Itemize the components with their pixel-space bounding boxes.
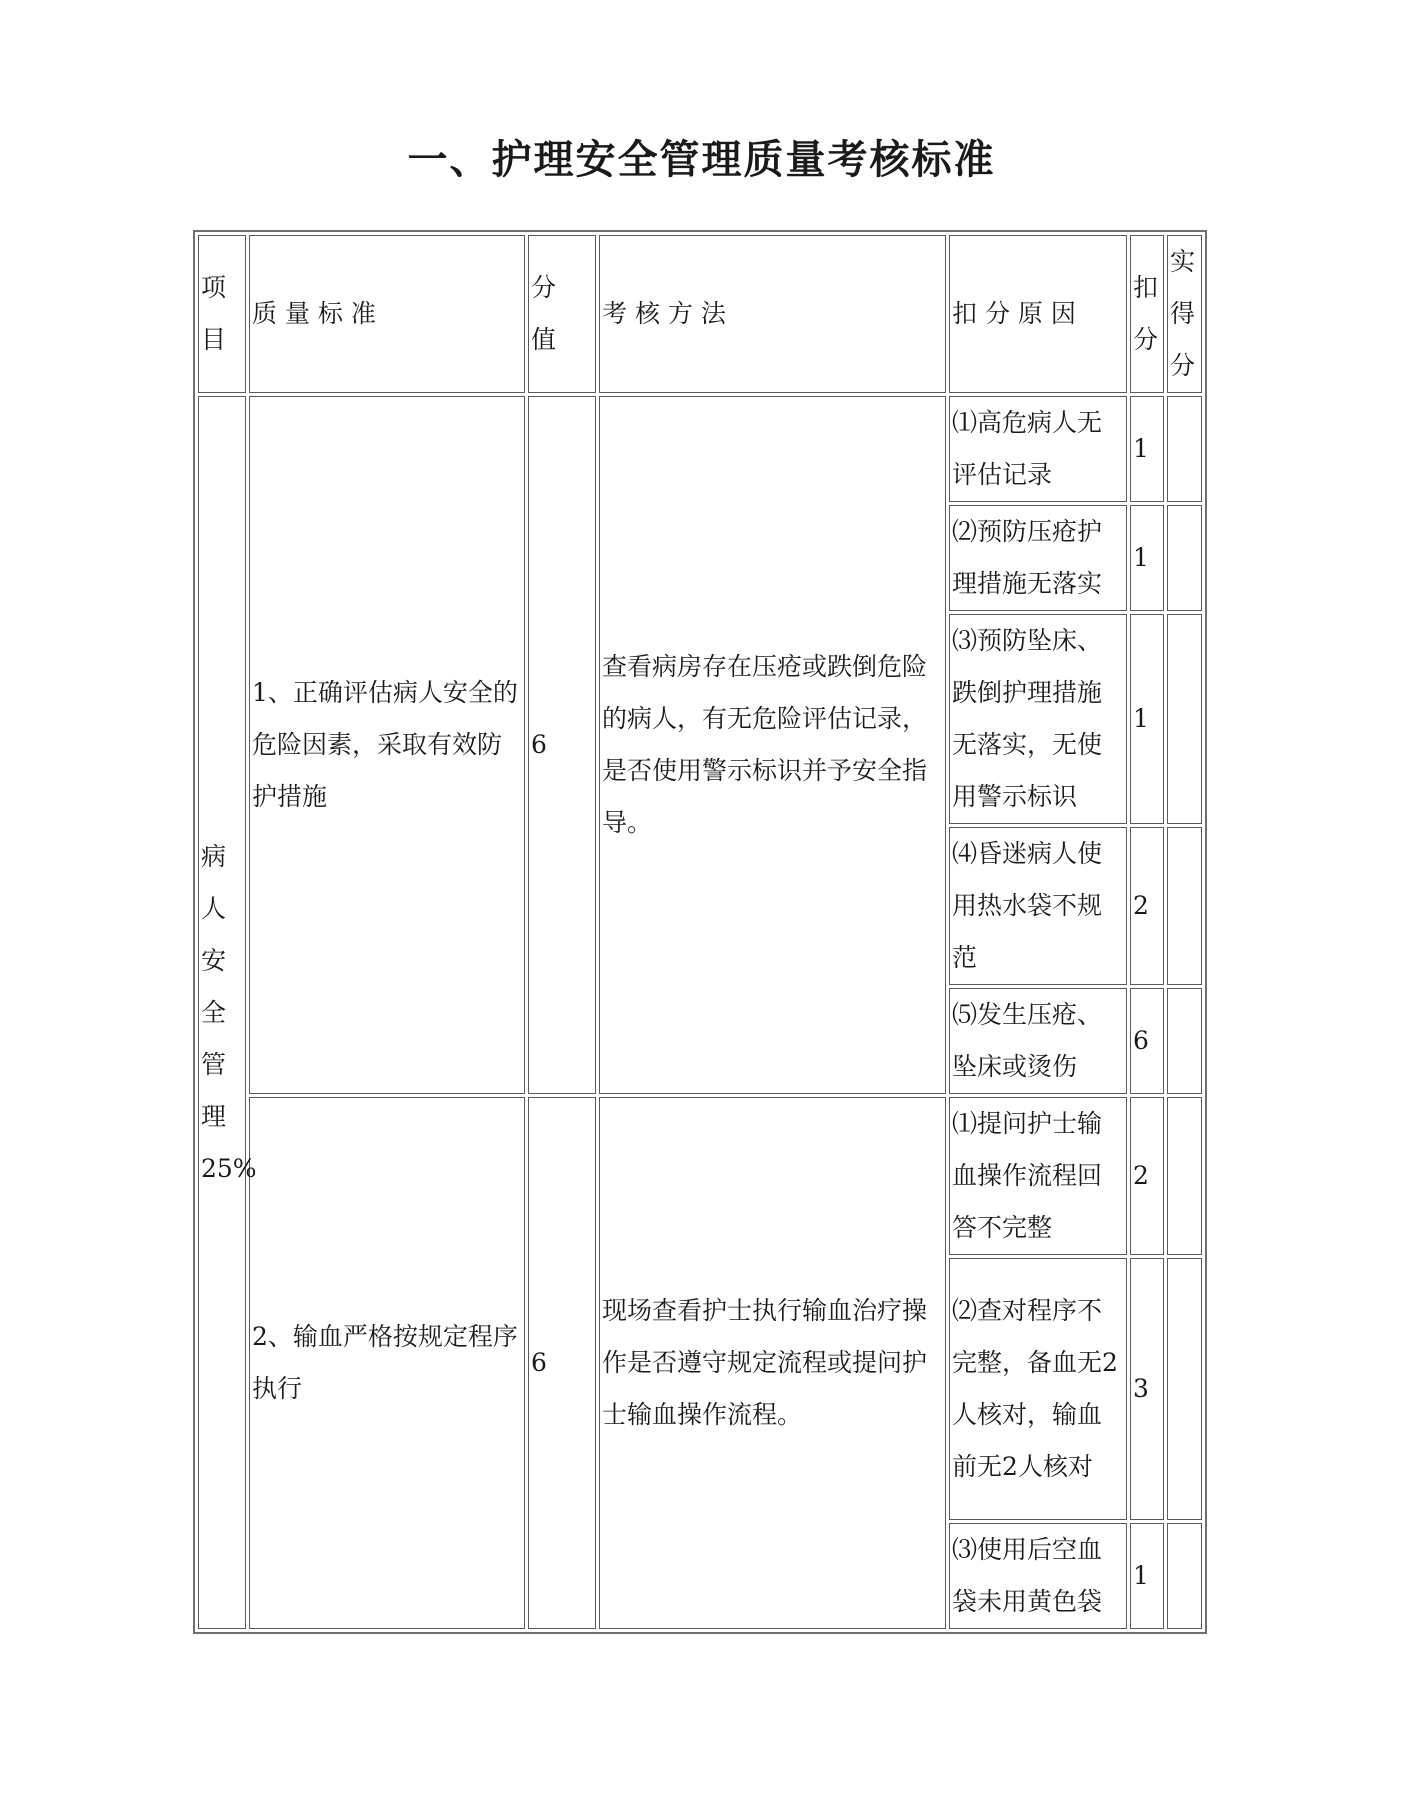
header-method: 考 核 方 法 [599,235,946,393]
deduct-cell: 1 [1130,396,1164,502]
reason-cell: ⑴高危病人无评估记录 [949,396,1127,502]
deduct-cell: 2 [1130,827,1164,985]
header-actual: 实 得 分 [1167,235,1202,393]
score-cell: 6 [528,396,596,1094]
deduct-cell: 1 [1130,614,1164,824]
header-reason: 扣 分 原 因 [949,235,1127,393]
reason-cell: ⑶使用后空血袋未用黄色袋 [949,1523,1127,1629]
header-row [198,235,1202,393]
deduct-cell: 1 [1130,505,1164,611]
reason-cell: ⑵预防压疮护理措施无落实 [949,505,1127,611]
reason-cell: ⑶预防坠床、跌倒护理措施无落实，无使用警示标识 [949,614,1127,824]
method-cell: 查看病房存在压疮或跌倒危险的病人，有无危险评估记录，是否使用警示标识并予安全指导。 [599,396,946,1094]
category-cell: 病 人 安 全 管 理 25% [198,396,246,1629]
actual-score-cell [1167,1258,1202,1520]
deduct-cell: 2 [1130,1097,1164,1255]
standard-cell: 2、输血严格按规定程序执行 [249,1097,525,1629]
header-standard: 质 量 标 准 [249,235,525,393]
table-row [198,1097,1202,1255]
actual-score-cell [1167,988,1202,1094]
reason-cell: ⑵查对程序不完整，备血无2人核对，输血前无2人核对 [949,1258,1127,1520]
header-deduct: 扣 分 [1130,235,1164,393]
header-score: 分 值 [528,235,596,393]
reason-cell: ⑷昏迷病人使用热水袋不规范 [949,827,1127,985]
standard-cell: 1、正确评估病人安全的危险因素，采取有效防护措施 [249,396,525,1094]
deduct-cell: 6 [1130,988,1164,1094]
page-title: 一、护理安全管理质量考核标准 [407,137,996,183]
deduct-cell: 3 [1130,1258,1164,1520]
table-row [198,396,1202,502]
score-cell: 6 [528,1097,596,1629]
actual-score-cell [1167,505,1202,611]
header-item: 项 目 [198,235,246,393]
actual-score-cell [1167,614,1202,824]
actual-score-cell [1167,1523,1202,1629]
reason-cell: ⑸发生压疮、坠床或烫伤 [949,988,1127,1094]
assessment-table [193,230,1207,1634]
actual-score-cell [1167,1097,1202,1255]
reason-cell: ⑴提问护士输血操作流程回答不完整 [949,1097,1127,1255]
actual-score-cell [1167,827,1202,985]
method-cell: 现场查看护士执行输血治疗操作是否遵守规定流程或提问护士输血操作流程。 [599,1097,946,1629]
deduct-cell: 1 [1130,1523,1164,1629]
actual-score-cell [1167,396,1202,502]
